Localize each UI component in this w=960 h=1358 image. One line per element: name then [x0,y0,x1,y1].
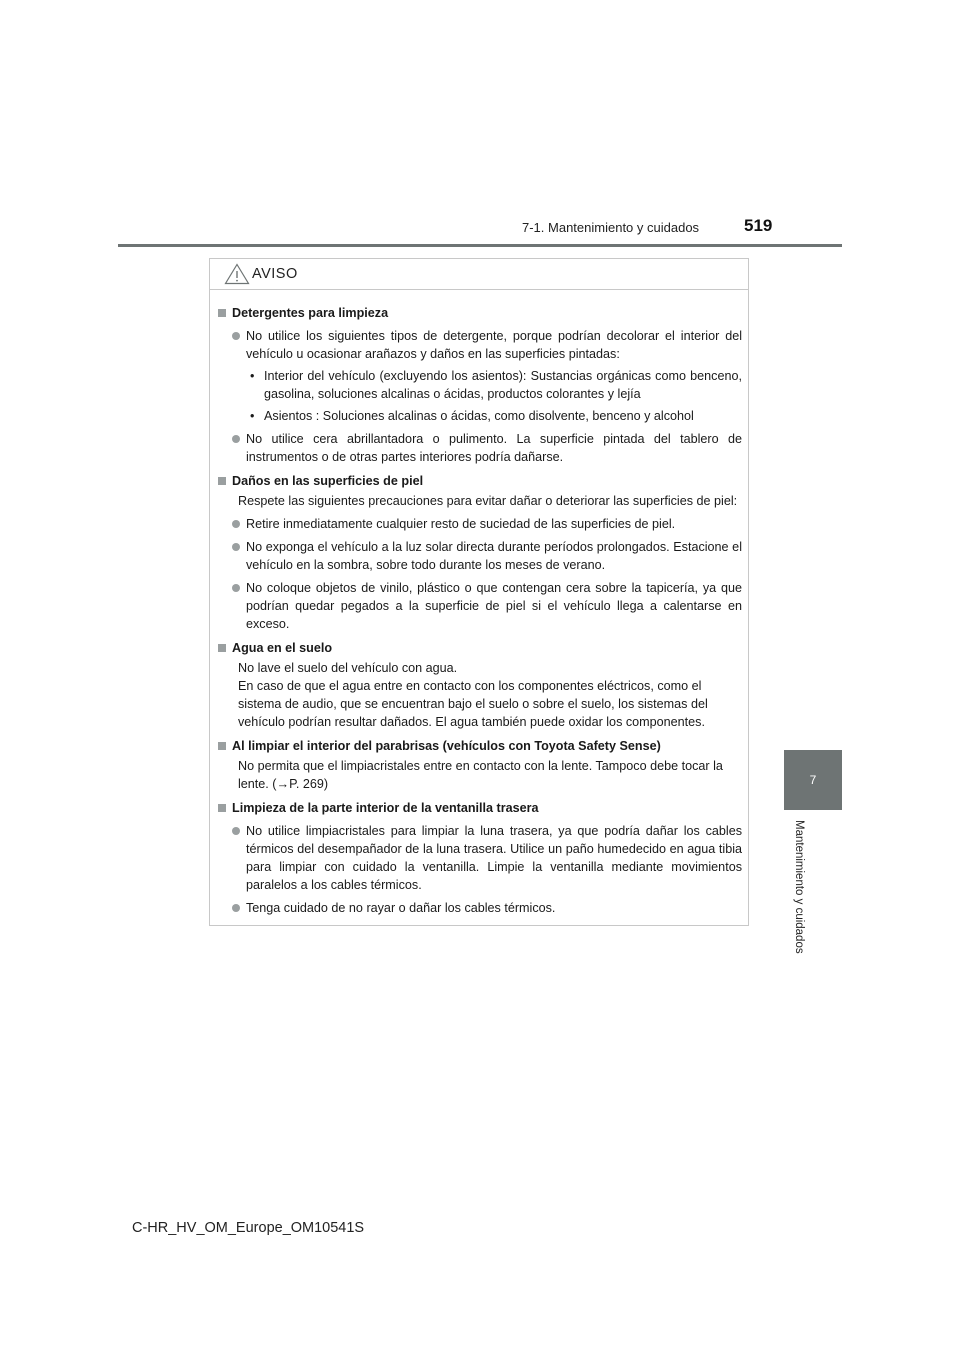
circle-bullet-icon [232,332,240,340]
section-heading: Al limpiar el interior del parabrisas (vehículos con Toyota Safety Sense) [218,737,742,755]
dot-bullet-icon: • [250,409,255,423]
section-heading: Agua en el suelo [218,639,742,657]
circle-bullet-icon [232,584,240,592]
warning-box [209,258,749,926]
document-id: C-HR_HV_OM_Europe_OM10541S [132,1220,365,1236]
warning-title: AVISO [252,266,298,282]
section-heading: Limpieza de la parte interior de la ventanilla trasera [218,799,742,817]
square-bullet-icon [218,309,226,317]
page-number: 519 [744,216,773,235]
circle-bullet-icon [232,827,240,835]
bullet-item: No utilice limpiacristales para limpiar la luna trasera, ya que podría dañar los cables térmicos del desempañador de la luna trasera. Utilice un paño humedecido en agua tibia para limpiar con cuidado la ventanilla. Limpie la ventanilla mediante movimientos paralelos a los cables térmicos. [232,822,742,894]
bullet-item: No coloque objetos de vinilo, plástico o que contengan cera sobre la tapicería, ya que podrían quedar pegados a la superficie de piel si el vehículo llega a calentarse en exceso. [232,579,742,633]
circle-bullet-icon [232,543,240,551]
warning-body [210,290,748,917]
bullet-item: Retire inmediatamente cualquier resto de suciedad de las superficies de piel. [232,515,742,533]
sub-bullet-item: • Asientos : Soluciones alcalinas o ácidas, como disolvente, benceno y alcohol [250,409,694,423]
section-title: 7-1. Mantenimiento y cuidados [522,220,700,235]
circle-bullet-icon [232,520,240,528]
square-bullet-icon [218,804,226,812]
section-paragraph: Respete las siguientes precauciones para evitar dañar o deteriorar las superficies de piel: [238,494,738,508]
sub-bullet-item: • Interior del vehículo (excluyendo los asientos): Sustancias orgánicas como benceno, gasolina, soluciones alcalinas o ácidas, productos colorantes y lejía [250,369,742,401]
chapter-number: 7 [809,773,817,787]
section-heading: Daños en las superficies de piel [218,472,742,490]
bullet-item: No utilice cera abrillantadora o pulimento. La superficie pintada del tablero de instrumentos o de otras partes interiores podría dañarse. [232,430,742,466]
warning-triangle-icon [224,263,250,285]
bullet-item: No exponga el vehículo a la luz solar directa durante períodos prolongados. Estacione el vehículo en la sombra, sobre todo durante los meses de verano. [232,538,742,574]
chapter-tab [784,750,842,810]
bullet-item: Tenga cuidado de no rayar o dañar los cables térmicos. [232,899,742,917]
section-heading: Detergentes para limpieza [218,304,742,322]
section-paragraph: No lave el suelo del vehículo con agua. [238,661,458,675]
square-bullet-icon [218,742,226,750]
warning-header [210,259,748,290]
header-rule [118,244,842,247]
dot-bullet-icon: • [250,369,255,383]
circle-bullet-icon [232,435,240,443]
square-bullet-icon [218,477,226,485]
section-paragraph: No permita que el limpiacristales entre en contacto con la lente. Tampoco debe tocar la lente. (→P. 269) [238,759,723,791]
chapter-side-title: Mantenimiento y cuidados [793,820,805,954]
square-bullet-icon [218,644,226,652]
circle-bullet-icon [232,904,240,912]
bullet-item: No utilice los siguientes tipos de detergente, porque podrían decolorar el interior del vehículo u ocasionar arañazos y daños en las superficies pintadas: [232,327,742,363]
section-paragraph: En caso de que el agua entre en contacto con los componentes eléctricos, como el sistema de audio, que se encuentran bajo el suelo o sobre el suelo, los sistemas del vehículo podrían resultar dañados. El agua también puede oxidar los componentes. [238,679,708,729]
